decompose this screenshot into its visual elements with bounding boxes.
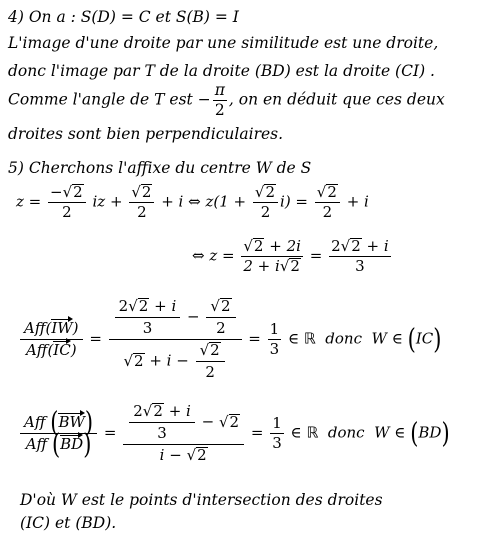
part4-heading: 4) On a : S(D) = C et S(B) = I [8, 8, 239, 26]
compound-fraction: $\frac{2√2 + i}{3}$ − $\frac{√2}{2}$ √2 + i − $\frac{√2}{2}$ [109, 298, 242, 381]
part4-line4: droites sont bien perpendiculaires. [8, 125, 284, 143]
vector-ic: IC [53, 341, 71, 359]
vector-bd: BD [60, 435, 84, 453]
line-bd: BD [418, 423, 442, 442]
equation-4: $\frac{\text{Aff (BW)}}{\text{Aff (BD)}}$ = $\frac{2√2 + i}{3}$ − √2 i − √2 = $\frac{1}{3}$ ∈ ℝ donc W ∈ (BD) [18, 403, 450, 464]
fraction: $\frac{√2}{2}$ [315, 184, 340, 221]
fraction: $\frac{2√2 + i}{3}$ [331, 237, 389, 275]
fraction-one-third: $\frac{1}{3}$ [272, 414, 282, 452]
line-ic: IC [415, 329, 434, 348]
fraction: $\frac{√2}{2}$ [129, 184, 154, 221]
fraction: $\frac{-√2}{2}$ [48, 184, 86, 221]
conclusion-line1: D'où W est le points d'intersection des droites [20, 491, 383, 509]
angle-fraction: $\frac{\pi}{2}$ [214, 81, 225, 119]
fraction: $\frac{√2}{2}$ [253, 184, 278, 221]
part4-minus: − [197, 90, 211, 109]
equation-3: $\frac{\text{Aff(IW)}}{\text{Aff(IC)}}$ = $\frac{2√2 + i}{3}$ − $\frac{√2}{2}$ √2 + i − $\frac{√2}{2}$ = $\frac{1}{3}$ ∈ ℝ donc W ∈ (IC) [18, 298, 441, 381]
equation-2: ⇔ z = $\frac{√2 + 2i}{2 + i√2}$ = $\frac{2√2 + i}{3}$ [192, 237, 389, 275]
fraction: $\frac{√2 + 2i}{2 + i√2}$ [243, 237, 301, 275]
reals-symbol: ℝ [306, 423, 319, 442]
fraction-one-third: $\frac{1}{3}$ [269, 320, 280, 358]
pi-symbol: π [214, 81, 225, 99]
part4-line3-before: Comme l'angle de T est [8, 90, 193, 109]
compound-fraction: $\frac{2√2 + i}{3}$ − √2 i − √2 [123, 403, 244, 464]
vector-bw: BW [58, 413, 85, 431]
part4-line3 [8, 82, 445, 119]
part4-line2: donc l'image par T de la droite (BD) est la droite (CI) . [8, 62, 435, 80]
affix-ratio-iw-ic: $\frac{\text{Aff(IW)}}{\text{Aff(IC)}}$ [20, 320, 83, 359]
vector-iw: IW [51, 319, 73, 337]
equation-1: z = $\frac{-√2}{2}$ iz + $\frac{√2}{2}$ + i ⇔ z(1 + $\frac{√2}{2}$ i) = $\frac{√2}{2}$ + i [16, 183, 369, 221]
affix-ratio-bw-bd: $\frac{\text{Aff (BW)}}{\text{Aff (BD)}}$ [20, 414, 97, 453]
part5-heading: 5) Cherchons l'affixe du centre W de S [8, 159, 312, 177]
part4-line1: L'image d'une droite par une similitude est une droite, [8, 34, 439, 52]
part4-line3-after: , on en déduit que ces deux [228, 90, 445, 109]
sqrt: √2 [62, 183, 83, 201]
conclusion-line2: (IC) et (BD). [20, 514, 117, 532]
reals-symbol: ℝ [303, 329, 316, 348]
